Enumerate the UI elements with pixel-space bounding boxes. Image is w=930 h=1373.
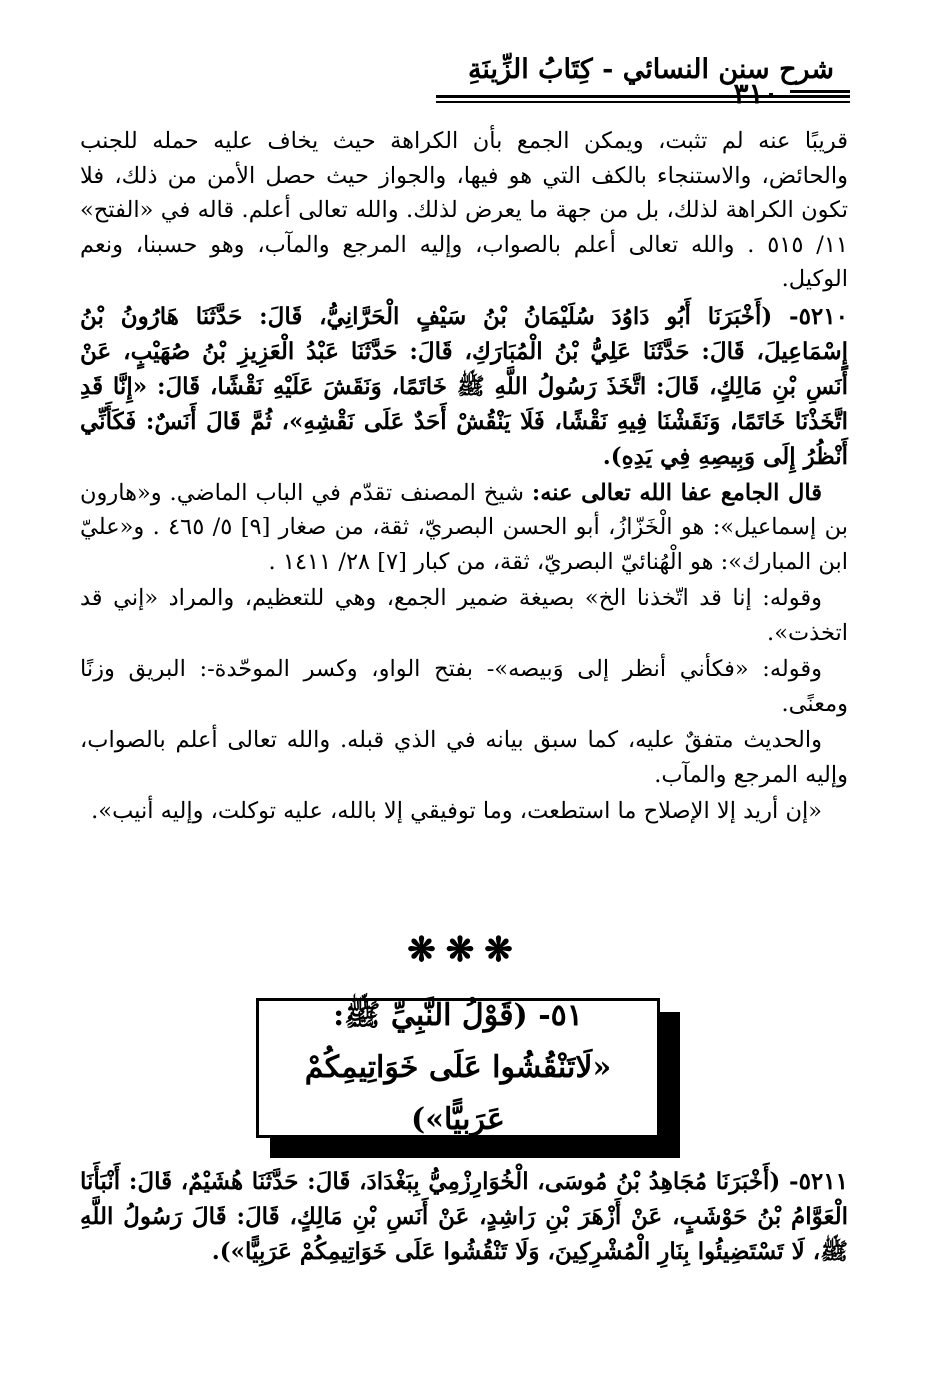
asterism-separator: ❋❋❋ [407, 930, 523, 970]
chapter-title: ٥١- (قَوْلُ النَّبِيِّ ﷺ: «لَاتَنْقُشُوا عَلَى خَوَاتِيمِكُمْ عَرَبِيًّا») [304, 998, 612, 1137]
note-paragraph: وقوله: إنا قد اتّخذنا الخ» بصيغة ضمير الجمع، وهي للتعظيم، والمراد «إني قد اتخذت». [80, 585, 848, 646]
commentary-lead: قال الجامع عفا الله تعالى عنه: [531, 479, 822, 506]
commentary-paragraph [80, 476, 848, 580]
chapter-heading-box [256, 998, 660, 1138]
closing-supplication: «إن أريد إلا الإصلاح ما استطعت، وما توفيقي إلا بالله، عليه توكلت، وإليه أنيب». [91, 798, 822, 824]
running-title: شرح سنن النسائي - كِتَابُ الزِّينَةِ [467, 54, 835, 85]
paragraph-intro: قريبًا عنه لم تثبت، ويمكن الجمع بأن الكراهة حيث يخاف عليه حمله للجنب والحائض، والاستنجاء بالكف التي هو فيها، والجواز حيث حصل الأمن من ذلك، فلا تكون الكراهة لذلك، بل من جهة ما يعرض لذلك. والله تعالى أعلم. قاله في «الفتح» ١١/ ٥١٥ . والله تعالى أعلم بالصواب، وإليه المرجع والمآب، وهو حسبنا، ونعم الوكيل. [80, 128, 848, 292]
commentary-text: شيخ المصنف تقدّم في الباب الماضي. و«هارون بن إسماعيل»: هو الْخَزّازُ، أبو الحسن البصريّ، ثقة، من صغار [٩] ٥/ ٤٦٥ . و«عليّ ابن المبارك»: هو الْهُنائيّ البصريّ، ثقة، من كبار [٧] ٢٨/ ١٤١١ . [80, 479, 848, 575]
page-number: ٣١٠ [733, 77, 779, 110]
hadith-5210: ٥٢١٠- (أَخْبَرَنَا أَبُو دَاوُدَ سُلَيْمَانُ بْنُ سَيْفٍ الْحَرَّانِيُّ، قَالَ: حَدَّثَنَا هَارُونُ بْنُ إِسْمَاعِيلَ، قَالَ: حَدَّثَنَا عَلِيُّ بْنُ الْمُبَارَكِ، قَالَ: حَدَّثَنَا عَبْدُ الْعَزِيزِ بْنُ صُهَيْبٍ، عَنْ أَنَسِ بْنِ مَالِكٍ، قَالَ: اتَّخَذَ رَسُولُ اللَّهِ ﷺ خَاتَمًا، وَنَقَشَ عَلَيْهِ نَقْشًا، قَالَ: «إِنَّا قَدِ اتَّخَذْنَا خَاتَمًا، وَنَقَشْنَا فِيهِ نَقْشًا، فَلَا يَنْقُشْ أَحَدٌ عَلَى نَقْشِهِ»، ثُمَّ قَالَ أَنَسٌ: فَكَأَنِّي أَنْظُرُ إِلَى وَبِيصِهِ فِي يَدِهِ). [80, 302, 848, 470]
main-text [80, 124, 848, 831]
page-number-rule-1 [790, 90, 850, 93]
note-paragraph: والحديث متفقٌ عليه، كما سبق بيانه في الذي قبله. والله تعالى أعلم بالصواب، وإليه المرجع والمآب. [80, 727, 848, 788]
hadith-5211: ٥٢١١- (أَخْبَرَنَا مُجَاهِدُ بْنُ مُوسَى، الْخُوَارِزْمِيُّ بِبَغْدَادَ، قَالَ: حَدَّثَنَا هُشَيْمٌ، قَالَ: أَنْبَأَنَا الْعَوَّامُ بْنُ حَوْشَبٍ، عَنْ أَزْهَرَ بْنِ رَاشِدٍ، عَنْ أَنَسِ بْنِ مَالِكٍ، قَالَ: قَالَ رَسُولُ اللَّهِ ﷺ، لَا تَسْتَضِيئُوا بِنَارِ الْمُشْرِكِينَ، وَلَا تَنْقُشُوا عَلَى خَوَاتِيمِكُمْ عَرَبِيًّا»). [80, 1168, 848, 1265]
note-paragraph: وقوله: «فكأني أنظر إلى وَبيصه»- بفتح الواو، وكسر الموحّدة-: البريق وزنًا ومعنًى. [80, 656, 848, 717]
page-number-rule-2 [790, 96, 850, 98]
